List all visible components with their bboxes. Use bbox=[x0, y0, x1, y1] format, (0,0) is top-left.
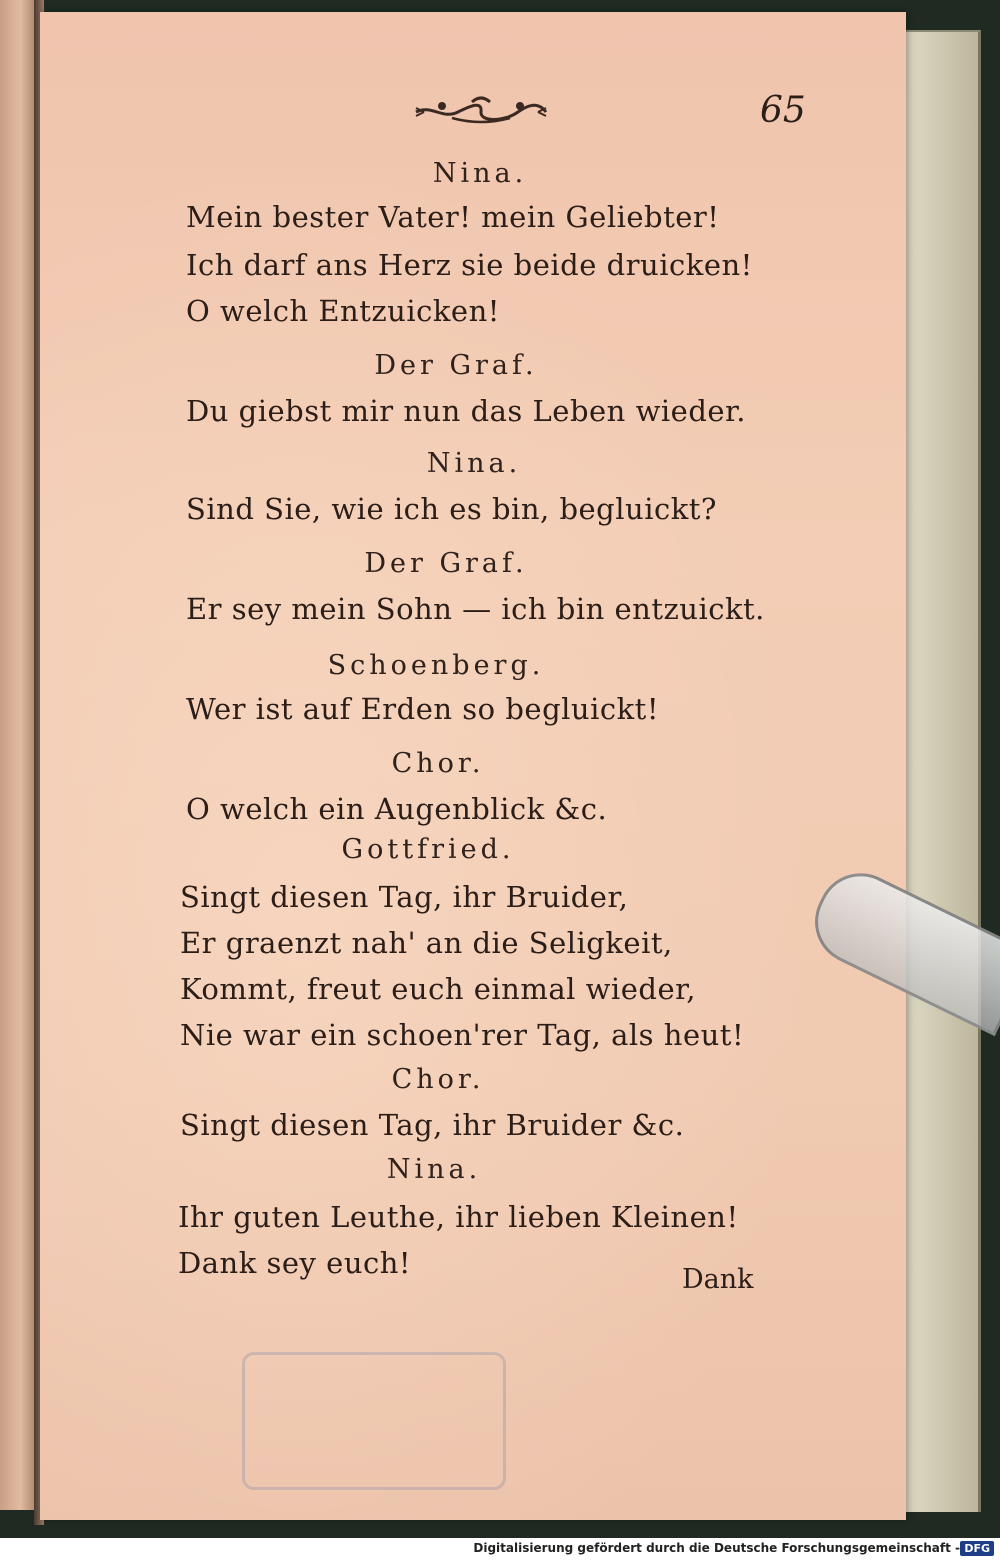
speaker-name: Chor. bbox=[391, 748, 485, 779]
speaker-name: Nina. bbox=[432, 158, 528, 189]
speaker-name: Der Graf. bbox=[364, 548, 528, 579]
verse-line: O welch ein Augenblick &c. bbox=[186, 792, 608, 826]
digitization-footer bbox=[0, 1538, 1000, 1560]
speaker-name: Der Graf. bbox=[374, 350, 538, 381]
library-stamp-faded bbox=[242, 1352, 506, 1490]
text-block bbox=[40, 12, 906, 1520]
footer-credit: Digitalisierung gefördert durch die Deutsche Forschungsgemeinschaft - bbox=[473, 1541, 960, 1555]
verse-line: Ihr guten Leuthe, ihr lieben Kleinen! bbox=[178, 1200, 739, 1234]
speaker-name: Chor. bbox=[391, 1064, 485, 1095]
speaker-name: Nina. bbox=[386, 1154, 482, 1185]
verse-line: O welch Entzuicken! bbox=[186, 294, 500, 328]
verse-line: Sind Sie, wie ich es bin, begluickt? bbox=[186, 492, 717, 526]
speaker-name: Gottfried. bbox=[341, 834, 515, 865]
book-page bbox=[40, 12, 906, 1520]
verse-line: Mein bester Vater! mein Geliebter! bbox=[186, 200, 720, 234]
verse-line: Du giebst mir nun das Leben wieder. bbox=[186, 394, 746, 428]
verse-line: Singt diesen Tag, ihr Bruider &c. bbox=[180, 1108, 685, 1142]
facing-page-edge bbox=[0, 0, 36, 1510]
catchword: Dank bbox=[682, 1264, 754, 1295]
verse-line: Er sey mein Sohn — ich bin entzuickt. bbox=[186, 592, 765, 626]
speaker-name: Schoenberg. bbox=[327, 650, 545, 681]
verse-line: Singt diesen Tag, ihr Bruider, bbox=[180, 880, 629, 914]
verse-line: Er graenzt nah' an die Seligkeit, bbox=[180, 926, 673, 960]
verse-line: Nie war ein schoen'rer Tag, als heut! bbox=[180, 1018, 745, 1052]
speaker-name: Nina. bbox=[426, 448, 522, 479]
verse-line: Dank sey euch! bbox=[178, 1246, 412, 1280]
verse-line: Wer ist auf Erden so begluickt! bbox=[186, 692, 659, 726]
page-number: 65 bbox=[760, 90, 806, 131]
dfg-logo-icon: DFG bbox=[960, 1541, 994, 1556]
verse-line: Ich darf ans Herz sie beide druicken! bbox=[186, 248, 753, 282]
verse-line: Kommt, freut euch einmal wieder, bbox=[180, 972, 696, 1006]
